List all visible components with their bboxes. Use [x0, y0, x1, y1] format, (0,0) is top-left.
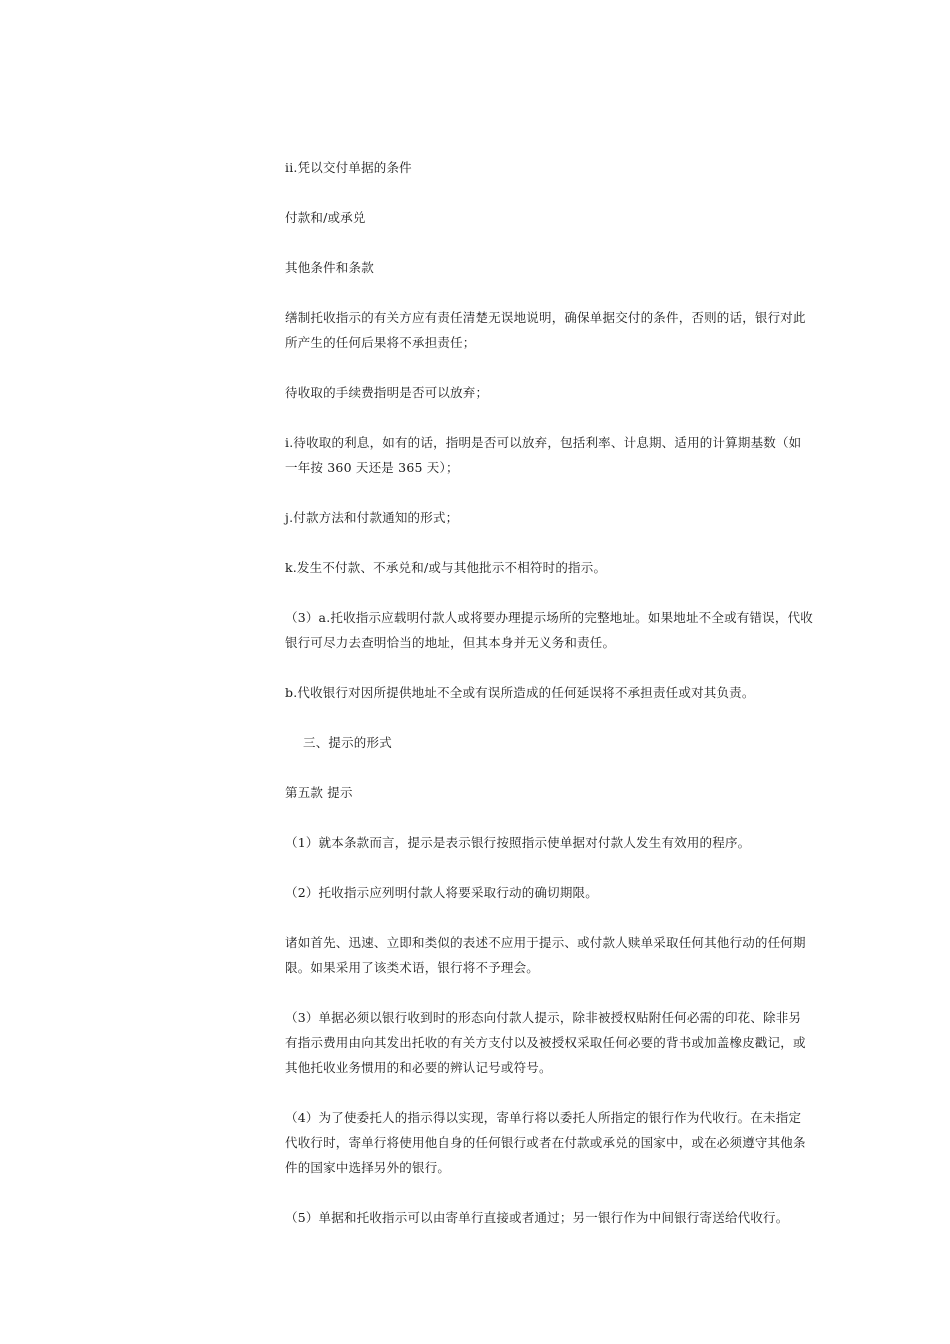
- paragraph-payment-method: j.付款方法和付款通知的形式；: [285, 510, 459, 525]
- paragraph-other-terms: 其他条件和条款: [285, 260, 374, 275]
- paragraph-address-delay: b.代收银行对因所提供地址不全或有误所造成的任何延误将不承担责任或对其负责。: [285, 685, 755, 700]
- paragraph-sending-documents: （5）单据和托收指示可以由寄单行直接或者通过；另一银行作为中间银行寄送给代收行。: [285, 1210, 789, 1225]
- paragraph-responsibility: 缮制托收指示的有关方应有责任清楚无误地说明，确保单据交付的条件，否则的话，银行对此所产生的任何后果将不承担责任；: [285, 310, 806, 350]
- paragraph-payment-acceptance: 付款和/或承兑: [285, 210, 366, 225]
- article-heading-presentation: 第五款 提示: [285, 785, 353, 800]
- paragraph-charges: 待收取的手续费指明是否可以放弃；: [285, 385, 489, 400]
- paragraph-non-payment: k.发生不付款、不承兑和/或与其他批示不相符时的指示。: [285, 560, 607, 575]
- paragraph-time-limit: （2）托收指示应列明付款人将要采取行动的确切期限。: [285, 885, 598, 900]
- paragraph-collecting-bank: （4）为了使委托人的指示得以实现，寄单行将以委托人所指定的银行作为代收行。在未指定代收行时，寄单行将使用他自身的任何银行或者在付款或承兑的国家中，或在必须遵守其他条件的国家中选择另外的银行。: [285, 1110, 806, 1175]
- paragraph-expressions: 诸如首先、迅速、立即和类似的表述不应用于提示、或付款人赎单采取任何其他行动的任何期限。如果采用了该类术语，银行将不予理会。: [285, 935, 806, 975]
- paragraph-delivery-conditions: ii.凭以交付单据的条件: [285, 160, 412, 175]
- paragraph-interest: i.待收取的利息，如有的话，指明是否可以放弃，包括利率、计息期、适用的计算期基数（如一年按 360 天还是 365 天）；: [285, 435, 802, 475]
- document-body: [285, 155, 813, 1255]
- paragraph-document-form: （3）单据必须以银行收到时的形态向付款人提示，除非被授权贴附任何必需的印花、除非另有指示费用由向其发出托收的有关方支付以及被授权采取任何必要的背书或加盖橡皮戳记，或其他托收业务惯用的和必要的辨认记号或符号。: [285, 1010, 806, 1075]
- paragraph-presentation-definition: （1）就本条款而言，提示是表示银行按照指示使单据对付款人发生有效用的程序。: [285, 835, 751, 850]
- paragraph-address: （3）a.托收指示应载明付款人或将要办理提示场所的完整地址。如果地址不全或有错误，代收银行可尽力去查明恰当的地址，但其本身并无义务和责任。: [285, 610, 813, 650]
- section-heading-presentation-form: 三、提示的形式: [303, 735, 392, 750]
